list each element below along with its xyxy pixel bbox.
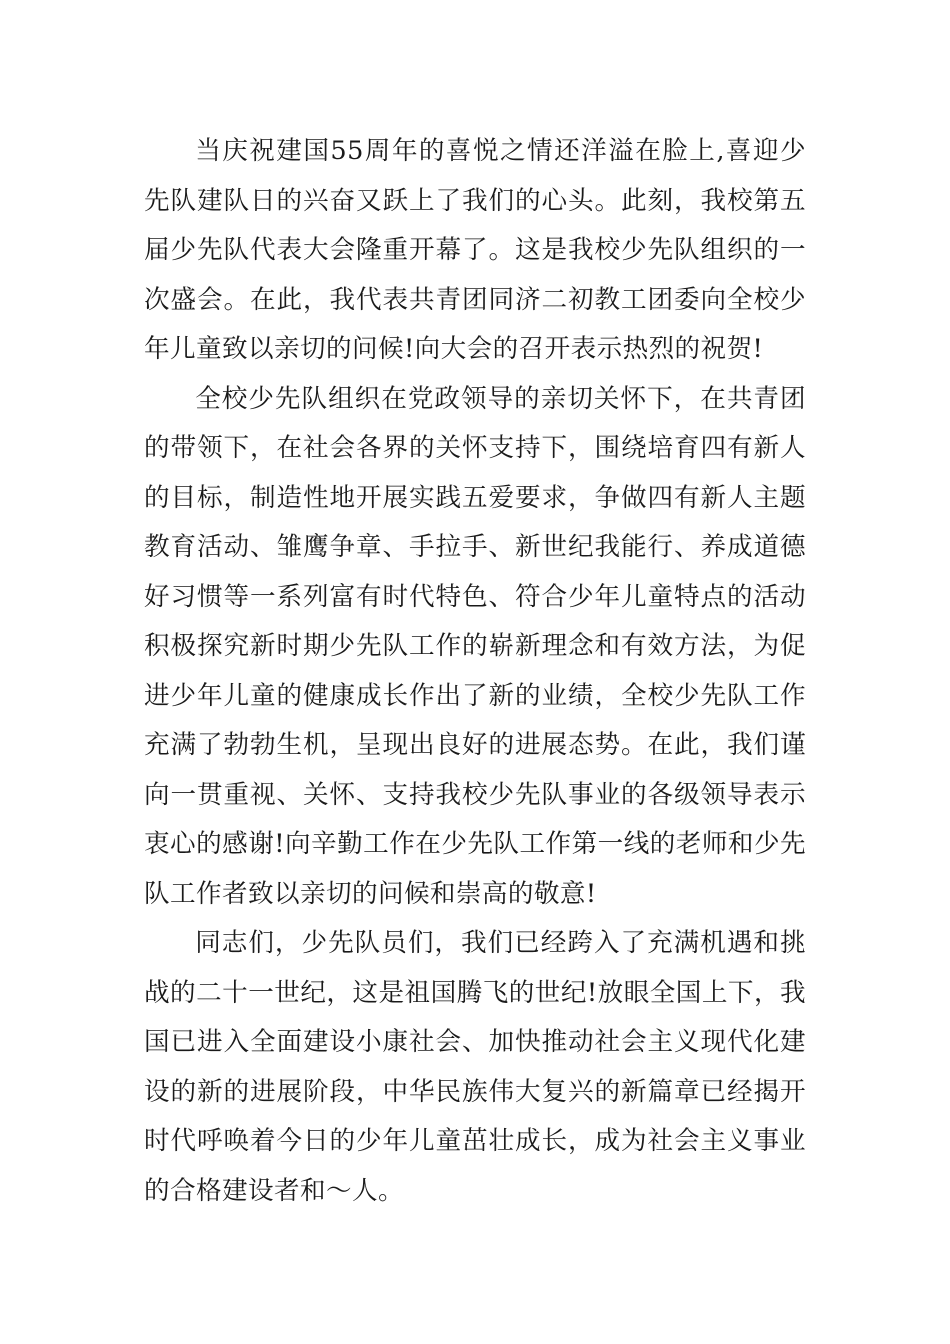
paragraph-1: 当庆祝建国55周年的喜悦之情还洋溢在脸上,喜迎少先队建队日的兴奋又跃上了我们的心头。此刻，我校第五届少先队代表大会隆重开幕了。这是我校少先队组织的一次盛会。在此，我代表共青团同济二初教工团委向全校少年儿童致以亲切的问候!向大会的召开表示热烈的祝贺!: [144, 136, 806, 364]
paragraph-3: 同志们，少先队员们，我们已经跨入了充满机遇和挑战的二十一世纪，这是祖国腾飞的世纪!放眼全国上下，我国已进入全面建设小康社会、加快推动社会主义现代化建设的新的进展阶段，中华民族伟大复兴的新篇章已经揭开时代呼唤着今日的少年儿童茁壮成长，成为社会主义事业的合格建设者和～人。: [144, 928, 806, 1206]
document-body: [144, 127, 806, 1216]
paragraph-2: 全校少先队组织在党政领导的亲切关怀下，在共青团的带领下，在社会各界的关怀支持下，围绕培育四有新人的目标，制造性地开展实践五爱要求，争做四有新人主题教育活动、雏鹰争章、手拉手、新世纪我能行、养成道德好习惯等一系列富有时代特色、符合少年儿童特点的活动积极探究新时期少先队工作的崭新理念和有效方法，为促进少年儿童的健康成长作出了新的业绩，全校少先队工作充满了勃勃生机，呈现出良好的进展态势。在此，我们谨向一贯重视、关怀、支持我校少先队事业的各级领导表示衷心的感谢!向辛勤工作在少先队工作第一线的老师和少先队工作者致以亲切的问候和崇高的敬意!: [144, 383, 806, 909]
